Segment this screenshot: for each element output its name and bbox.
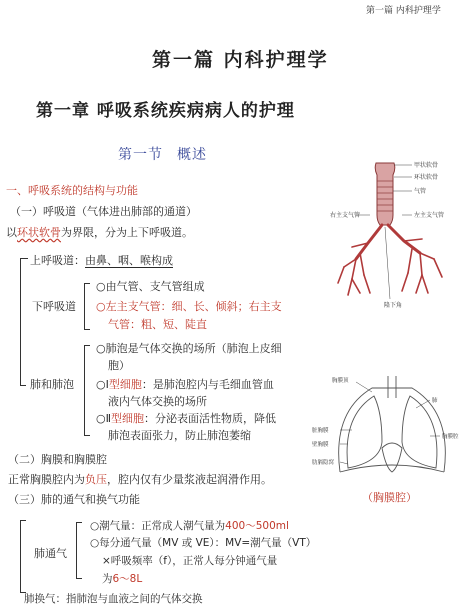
fig2-label-cupula: 胸膜顶	[332, 378, 349, 384]
lower-brace-top	[84, 283, 90, 284]
pleura-pre: 正常胸膜腔内为	[8, 473, 85, 486]
lung-b1-key: 型细胞	[108, 378, 142, 391]
fig1-label-carina: 隆下角	[384, 302, 403, 309]
lung-brace-bottom	[84, 435, 90, 436]
pleura-figure	[312, 372, 472, 484]
trachea-shape	[375, 163, 395, 225]
fig1-label-cricoid: 环状软骨	[414, 174, 439, 181]
fig1-label-thyroid: 甲状软骨	[414, 162, 439, 169]
fig2-label-parietal: 壁胸膜	[312, 442, 329, 448]
lower-airway-item2b: 气管：粗、短、陡直	[108, 318, 207, 331]
lung-label: 肺和肺泡	[30, 378, 74, 391]
lung-a1: ○肺泡是气体交换的场所（肺泡上皮细	[96, 342, 282, 355]
exchange-label: 肺换气：	[24, 593, 66, 605]
lung-a2: 胞）	[108, 359, 130, 372]
airway-boundary-line	[6, 224, 193, 240]
vent-l4-pre: 为	[102, 573, 113, 585]
lung-b1	[96, 376, 274, 392]
lung-b1-pre: ○Ⅰ	[96, 378, 109, 391]
vent-l2: ○每分通气量（MV 或 VE）：MV=潮气量（VT）	[90, 537, 317, 549]
lung-c1-key: 型细胞	[111, 412, 145, 425]
outer-brace	[20, 258, 21, 385]
airway-boundary-post: 为界限，分为上下呼吸道。	[61, 226, 193, 239]
heading-structure-function: 一、呼吸系统的结构与功能	[6, 184, 138, 197]
lung-b1-post: ：是肺泡腔内与毛细血管血	[141, 378, 274, 391]
vent-l3: ×呼吸频率（f），正常人每分钟通气量	[102, 555, 278, 567]
airway-boundary-key: 环状软骨	[17, 226, 61, 239]
lung-c1-pre: ○Ⅱ	[96, 412, 112, 425]
upper-airway-label: 上呼吸道：	[30, 254, 85, 267]
heading-ventilation: （三）肺的通气和换气功能	[8, 493, 140, 506]
airway-tree-figure	[330, 155, 470, 315]
exchange-value: 指肺泡与血液之间的气体交换	[66, 593, 203, 605]
lung-c1	[96, 410, 276, 426]
lung-c1-post: ：分泌表面活性物质，降低	[144, 412, 277, 425]
heading-pleura: （二）胸膜和胸膜腔	[8, 453, 107, 466]
vent-l4	[102, 571, 142, 586]
heading-airway: （一）呼吸道（气体进出肺部的通道）	[10, 205, 197, 218]
lower-airway-item1: ○由气管、支气管组成	[96, 280, 205, 293]
pleura-line	[8, 471, 272, 487]
lower-airway-item2a: ○左主支气管：细、长、倾斜；右主支	[96, 300, 282, 313]
vent-inner-brace	[76, 522, 77, 578]
lower-airway-label: 下呼吸道	[32, 300, 76, 313]
chapter-title: 第一章 呼吸系统疾病病人的护理	[36, 101, 295, 121]
lung-c2: 肺泡表面张力，防止肺泡萎缩	[108, 429, 251, 442]
right-lung-outline	[402, 396, 437, 468]
vent-l4-key: 6～8L	[112, 573, 143, 585]
vent-outer-brace	[20, 520, 21, 592]
part-title: 第一篇 内科护理学	[152, 49, 329, 71]
pleura-figure-caption: （胸膜腔）	[362, 491, 417, 504]
vent-l1-pre: ○潮气量：正常成人潮气量为	[90, 520, 226, 532]
fig1-label-right-bronchus: 右主支气管	[330, 212, 361, 219]
fig2-label-lung: 肺	[432, 398, 438, 404]
trachea-outline	[388, 376, 396, 398]
lung-brace	[84, 345, 85, 435]
vent-inner-bottom	[76, 578, 82, 579]
vent-l1	[90, 518, 289, 533]
airway-boundary-pre: 以	[6, 226, 17, 239]
section-name: 概述	[177, 147, 207, 163]
heart-outline	[382, 443, 402, 472]
vent-label: 肺通气	[34, 547, 67, 560]
upper-airway-row	[30, 252, 173, 268]
pleura-post: ，腔内仅有少量浆液起润滑作用。	[107, 473, 272, 486]
section-number: 第一节	[118, 147, 163, 163]
section-title	[118, 144, 221, 164]
fig2-label-visceral: 脏胸膜	[312, 428, 329, 434]
fig1-label-left-bronchus: 左主支气管	[414, 212, 445, 219]
outer-brace-top	[20, 258, 28, 259]
running-header: 第一篇 内科护理学	[366, 6, 441, 16]
upper-airway-value: 由鼻、咽、喉构成	[85, 254, 173, 267]
fig2-label-recess: 肋膈隐窝	[312, 460, 335, 466]
outer-brace-bottom	[20, 385, 26, 386]
fig1-label-trachea: 气管	[414, 188, 427, 195]
vent-inner-top	[76, 522, 82, 523]
exchange-row	[24, 591, 203, 606]
lower-brace-bottom	[84, 329, 90, 330]
lower-airway-brace	[84, 283, 85, 329]
lung-brace-top	[84, 345, 90, 346]
left-lung-outline	[347, 396, 382, 468]
fig2-label-cavity: 胸膜腔	[442, 434, 459, 440]
pleura-key: 负压	[85, 473, 107, 486]
vent-outer-top	[20, 520, 26, 521]
vent-l1-key: 400～500ml	[225, 520, 289, 532]
lung-b2: 液内气体交换的场所	[108, 395, 207, 408]
